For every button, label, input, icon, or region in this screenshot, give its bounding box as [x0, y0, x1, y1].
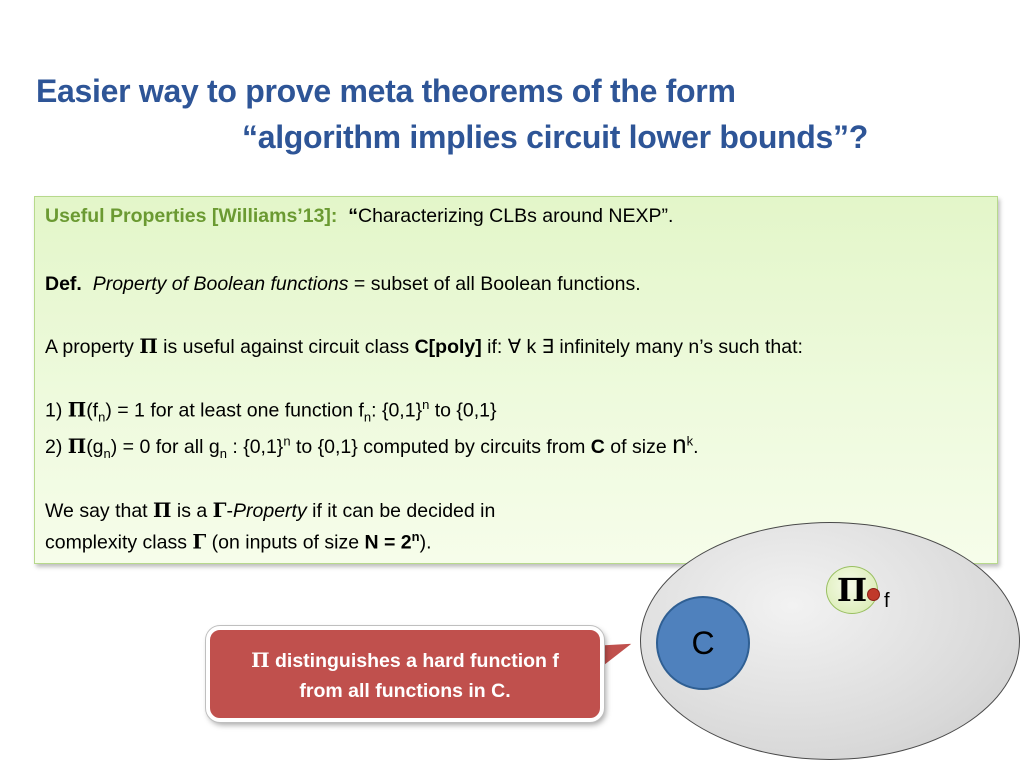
- say-b: is a: [171, 500, 213, 522]
- prop-class: C[poly]: [414, 336, 482, 358]
- title-line-1: Easier way to prove meta theorems of the form: [36, 73, 736, 109]
- pi-property-circle: Π: [826, 566, 878, 614]
- slide-title: [36, 68, 996, 160]
- box-heading: [45, 205, 673, 228]
- heading-text: Characterizing CLBs around NEXP”.: [358, 205, 674, 227]
- def-label: Def.: [45, 273, 82, 295]
- f-label: f: [884, 590, 890, 612]
- callout-box: [206, 626, 604, 722]
- pi-symbol: Π: [153, 499, 172, 522]
- c1-d: to {0,1}: [429, 399, 497, 422]
- gamma-symbol: Γ: [192, 530, 207, 554]
- cc-sup: n: [411, 529, 420, 544]
- cc-c: ).: [419, 531, 432, 554]
- title-line-2: “algorithm implies circuit lower bounds”?: [242, 119, 868, 155]
- cc-b: (on inputs of size: [206, 531, 365, 554]
- say-prop: Property: [233, 500, 307, 522]
- complexity-class-line: [45, 529, 432, 555]
- gamma-property-line: [45, 499, 495, 523]
- prop-pre: A property: [45, 336, 140, 358]
- pi-symbol: Π: [67, 398, 87, 422]
- c2-pre: 2): [45, 436, 68, 458]
- heading-reference: Useful Properties [Williams’13]:: [45, 205, 338, 227]
- property-line: [45, 335, 803, 359]
- def-rest: = subset of all Boolean functions.: [348, 273, 641, 295]
- pi-symbol: Π: [67, 435, 87, 458]
- c2-k: k: [686, 433, 694, 449]
- def-term: Property of Boolean functions: [92, 273, 349, 295]
- c2-e: of size: [604, 436, 673, 458]
- c2-n: n: [672, 429, 687, 459]
- c2-sub1: n: [103, 445, 111, 461]
- callout-line-2: from all functions in C.: [299, 680, 511, 702]
- c1-sub1: n: [98, 409, 106, 425]
- cc-n: N = 2: [364, 531, 412, 554]
- hard-function-dot: [867, 588, 880, 601]
- gamma-symbol: Γ: [212, 499, 227, 522]
- c1-c: : {0,1}: [371, 399, 423, 422]
- callout-pointer: [600, 626, 640, 676]
- say-a: We say that: [45, 500, 154, 522]
- definition-box: [34, 196, 998, 564]
- c2-sup: n: [283, 433, 291, 449]
- definition-line: [45, 273, 641, 296]
- c2-b: ) = 0 for all g: [110, 436, 220, 458]
- condition-2: [45, 429, 698, 461]
- say-d: if it can be decided in: [306, 500, 496, 522]
- cc-a: complexity class: [45, 531, 193, 554]
- pi-symbol: Π: [139, 335, 158, 358]
- say-c: -: [226, 500, 233, 522]
- heading-quote-mark: “: [348, 205, 358, 227]
- c2-f: .: [693, 436, 699, 458]
- c2-c: : {0,1}: [226, 436, 284, 458]
- pi-symbol: Π: [251, 649, 270, 672]
- c2-d: to {0,1} computed by circuits from: [290, 436, 591, 458]
- condition-1: [45, 397, 497, 424]
- prop-mid: is useful against circuit class: [157, 336, 415, 358]
- circuit-class-circle: C: [656, 596, 750, 690]
- c1-pre: 1): [45, 399, 68, 422]
- c2-sub2: n: [219, 445, 227, 461]
- c1-b: ) = 1 for at least one function f: [105, 399, 364, 422]
- callout-text-1: distinguishes a hard function f: [269, 650, 559, 672]
- prop-post: if: ∀ k ∃ infinitely many n’s such that:: [481, 336, 803, 358]
- c1-sup: n: [422, 397, 430, 412]
- c1-a: (f: [86, 399, 99, 422]
- callout-line-1: [210, 646, 600, 676]
- c2-class: C: [590, 436, 605, 458]
- c2-a: (g: [86, 436, 104, 458]
- c1-sub2: n: [363, 409, 372, 425]
